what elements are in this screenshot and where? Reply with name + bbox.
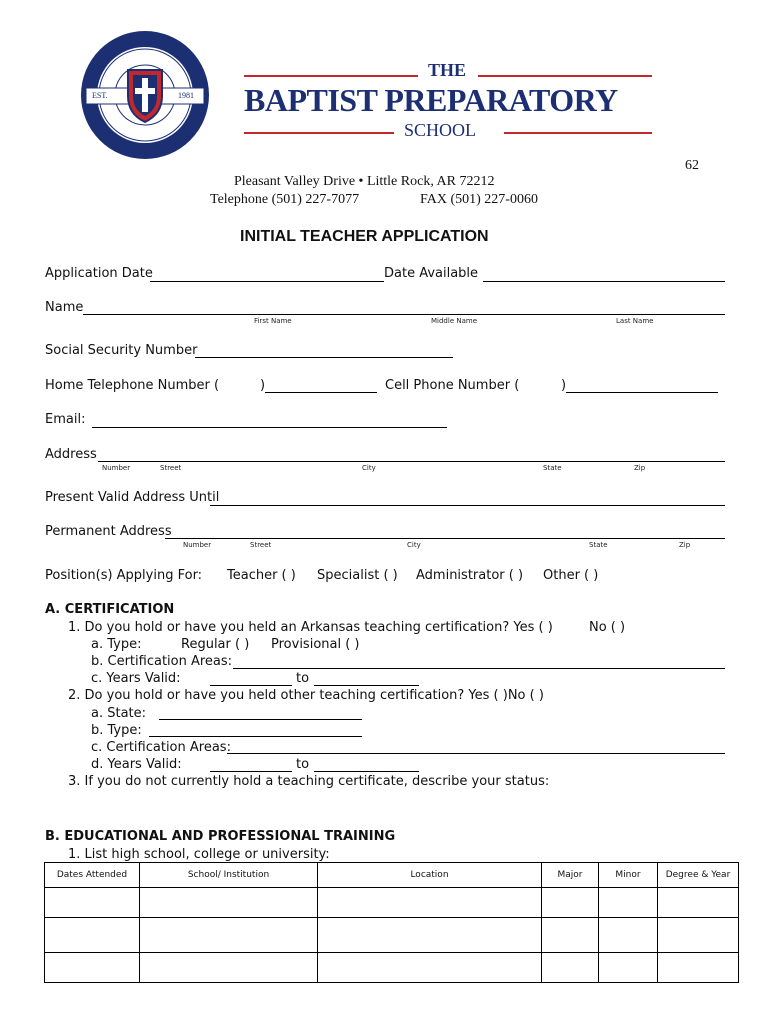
table-cell[interactable]: [45, 888, 140, 918]
brand-rule-top-right: [478, 75, 652, 77]
q1c-years-to-input[interactable]: [314, 685, 419, 686]
position-specialist-option[interactable]: Specialist ( ): [317, 568, 398, 583]
q1-no-option[interactable]: No ( ): [589, 620, 626, 635]
perm-zip-caption: Zip: [679, 541, 691, 549]
first-name-caption: First Name: [254, 317, 292, 325]
date-available-label: Date Available: [384, 266, 479, 281]
table-cell[interactable]: [542, 918, 599, 953]
name-label: Name: [45, 300, 84, 315]
q2b-type-input[interactable]: [149, 736, 362, 737]
section-a-heading: A. CERTIFICATION: [45, 602, 175, 617]
position-teacher-option[interactable]: Teacher ( ): [227, 568, 296, 583]
table-cell[interactable]: [542, 888, 599, 918]
email-label: Email:: [45, 412, 86, 427]
table-row: [45, 888, 739, 918]
school-seal-logo: [78, 28, 212, 162]
brand-school: SCHOOL: [404, 120, 477, 140]
q1c-years-from-input[interactable]: [210, 685, 292, 686]
table-cell[interactable]: [45, 953, 140, 983]
table-row: [45, 953, 739, 983]
middle-name-caption: Middle Name: [431, 317, 477, 325]
perm-number-caption: Number: [183, 541, 212, 549]
table-cell[interactable]: [658, 953, 739, 983]
table-cell[interactable]: [318, 953, 542, 983]
q2-other-cert: 2. Do you hold or have you held other teaching certification? Yes ( )No ( ): [68, 688, 544, 703]
address-state-caption: State: [543, 464, 562, 472]
table-cell[interactable]: [658, 888, 739, 918]
q1b-cert-areas-label: b. Certification Areas:: [91, 654, 233, 669]
q2a-state-label: a. State:: [91, 706, 147, 721]
address-label: Address: [45, 447, 97, 462]
table-cell[interactable]: [658, 918, 739, 953]
col-dates-attended: Dates Attended: [45, 863, 140, 888]
school-telephone: Telephone (501) 227-7077: [210, 192, 360, 207]
q2d-years-to-input[interactable]: [314, 771, 419, 772]
table-cell[interactable]: [45, 918, 140, 953]
table-cell[interactable]: [318, 888, 542, 918]
address-input[interactable]: [98, 461, 725, 462]
education-table: [44, 862, 739, 983]
brand-rule-top-left: [244, 75, 418, 77]
q1-arkansas-cert: 1. Do you hold or have you held an Arkansas teaching certification? Yes ( ): [68, 620, 553, 635]
position-administrator-option[interactable]: Administrator ( ): [416, 568, 524, 583]
table-cell[interactable]: [542, 953, 599, 983]
ssn-label: Social Security Number: [45, 343, 198, 358]
email-input[interactable]: [92, 427, 447, 428]
perm-state-caption: State: [589, 541, 608, 549]
brand-the: THE: [428, 60, 467, 80]
q1a-provisional-option[interactable]: Provisional ( ): [271, 637, 360, 652]
q2d-years-valid-label: d. Years Valid:: [91, 757, 182, 772]
cell-phone-label: Cell Phone Number (: [385, 378, 520, 393]
application-date-label: Application Date: [45, 266, 153, 281]
home-phone-paren: ): [260, 378, 266, 393]
col-location: Location: [318, 863, 542, 888]
date-available-input[interactable]: [483, 281, 725, 282]
address-number-caption: Number: [102, 464, 131, 472]
q1a-type-label: a. Type:: [91, 637, 142, 652]
brand-rule-bottom-right: [504, 132, 652, 134]
q3-status: 3. If you do not currently hold a teaching certificate, describe your status:: [68, 774, 550, 789]
form-title: INITIAL TEACHER APPLICATION: [240, 228, 489, 245]
present-valid-label: Present Valid Address Until: [45, 490, 220, 505]
q2c-cert-areas-label: c. Certification Areas:: [91, 740, 231, 755]
address-zip-caption: Zip: [634, 464, 646, 472]
col-school-institution: School/ Institution: [140, 863, 318, 888]
name-input[interactable]: [83, 314, 725, 315]
position-other-option[interactable]: Other ( ): [543, 568, 599, 583]
application-date-input[interactable]: [150, 281, 384, 282]
q2d-years-from-input[interactable]: [210, 771, 292, 772]
table-cell[interactable]: [140, 888, 318, 918]
address-street-caption: Street: [160, 464, 182, 472]
table-cell[interactable]: [599, 888, 658, 918]
ssn-input[interactable]: [195, 357, 453, 358]
brand-rule-bottom-left: [244, 132, 394, 134]
school-address: Pleasant Valley Drive • Little Rock, AR 72212: [234, 174, 495, 189]
seal-est: EST.: [92, 91, 108, 100]
table-cell[interactable]: [140, 918, 318, 953]
positions-label: Position(s) Applying For:: [45, 568, 203, 583]
q1c-to-label: to: [296, 671, 310, 686]
q2a-state-input[interactable]: [159, 719, 362, 720]
q1c-years-valid-label: c. Years Valid:: [91, 671, 181, 686]
cell-phone-paren: ): [561, 378, 567, 393]
q2b-type-label: b. Type:: [91, 723, 142, 738]
q2c-cert-areas-input[interactable]: [227, 753, 725, 754]
table-row: [45, 918, 739, 953]
table-cell[interactable]: [599, 918, 658, 953]
home-phone-label: Home Telephone Number (: [45, 378, 220, 393]
col-degree-year: Degree & Year: [658, 863, 739, 888]
cell-phone-input[interactable]: [566, 392, 718, 393]
section-b-heading: B. EDUCATIONAL AND PROFESSIONAL TRAINING: [45, 829, 396, 844]
permanent-address-label: Permanent Address: [45, 524, 172, 539]
education-table-header: [45, 863, 739, 888]
q1b-cert-areas-input[interactable]: [233, 668, 725, 669]
q1a-regular-option[interactable]: Regular ( ): [181, 637, 250, 652]
school-fax: FAX (501) 227-0060: [420, 192, 538, 207]
section-b-q1: 1. List high school, college or university:: [68, 847, 330, 862]
seal-year: 1981: [178, 91, 194, 100]
address-city-caption: City: [362, 464, 376, 472]
col-major: Major: [542, 863, 599, 888]
table-cell[interactable]: [318, 918, 542, 953]
brand-name: BAPTIST PREPARATORY: [244, 82, 618, 118]
present-valid-input[interactable]: [210, 505, 725, 506]
table-cell[interactable]: [140, 953, 318, 983]
permanent-address-input[interactable]: [165, 538, 725, 539]
q2d-to-label: to: [296, 757, 310, 772]
last-name-caption: Last Name: [616, 317, 654, 325]
col-minor: Minor: [599, 863, 658, 888]
perm-city-caption: City: [407, 541, 421, 549]
perm-street-caption: Street: [250, 541, 272, 549]
table-cell[interactable]: [599, 953, 658, 983]
home-phone-input[interactable]: [265, 392, 377, 393]
page-number: 62: [685, 158, 699, 173]
